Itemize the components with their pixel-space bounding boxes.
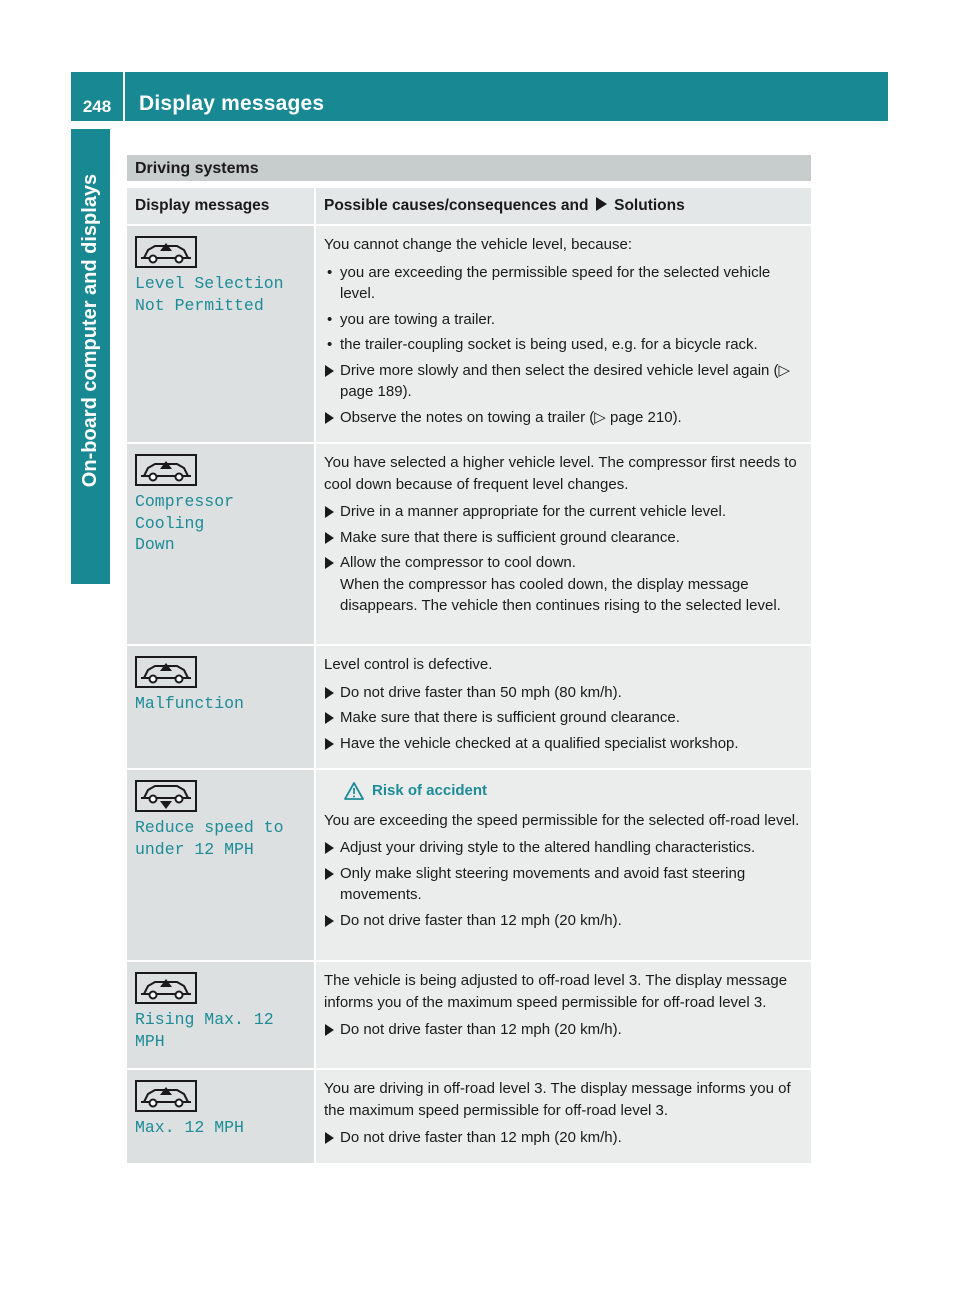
causes-solutions-cell [316, 444, 811, 646]
solution-arrow-icon [596, 197, 607, 211]
cause-text: You cannot change the vehicle level, because: [324, 236, 633, 253]
list-item: • you are exceeding the permissible speed for the selected vehicle level. [324, 262, 805, 305]
solution-step-text: Allow the compressor to cool down. [340, 554, 576, 571]
display-message-cell [127, 646, 316, 770]
display-messages-table [127, 188, 811, 1165]
solution-step-text: Make sure that there is sufficient ground clearance. [340, 709, 680, 726]
step-arrow-icon [325, 712, 334, 724]
step-arrow-icon [325, 506, 334, 518]
display-message-text: Down [135, 535, 175, 554]
list-item: • the trailer-coupling socket is being used, e.g. for a bicycle rack. [324, 334, 805, 356]
display-message-text: under 12 MPH [135, 839, 254, 859]
solution-step [324, 527, 805, 549]
table-row [127, 962, 811, 1070]
solution-step [324, 407, 805, 429]
table-row [127, 226, 811, 444]
causes-solutions-cell [316, 1070, 811, 1165]
solution-step [324, 682, 805, 704]
display-message-text: Reduce speed to [135, 818, 284, 837]
column-header-causes-solutions [316, 188, 811, 226]
display-message-cell [127, 770, 316, 962]
step-arrow-icon [325, 915, 334, 927]
cause-text: The vehicle is being adjusted to off-road level 3. The display message informs you of the maximum speed permissible for off-road level 3. [324, 972, 788, 1011]
causes-solutions-cell [316, 770, 811, 962]
step-arrow-icon [325, 738, 334, 750]
display-message-cell [127, 1070, 316, 1165]
step-arrow-icon [325, 532, 334, 544]
page-header [71, 72, 888, 121]
solution-step [324, 707, 805, 729]
vehicle-level-up-icon [135, 236, 197, 268]
step-arrow-icon [325, 365, 334, 377]
solution-step-text: Drive in a manner appropriate for the current vehicle level. [340, 503, 727, 520]
cause-text: Level control is defective. [324, 656, 493, 673]
vehicle-level-down-icon [135, 780, 197, 812]
list-item: • you are towing a trailer. [324, 309, 805, 331]
solution-followup-text: When the compressor has cooled down, the display message disappears. The vehicle then continues rising to the selected level. [340, 575, 781, 614]
solution-step-text: Only make slight steering movements and avoid fast steering movements. [340, 864, 746, 903]
causes-solutions-cell [316, 226, 811, 444]
vehicle-level-up-icon [135, 1080, 197, 1112]
causes-solutions-cell [316, 962, 811, 1070]
column-header-display-messages: Display messages [127, 188, 316, 226]
table-row [127, 444, 811, 646]
causes-solutions-cell [316, 646, 811, 770]
display-message-text: Not Permitted [135, 295, 264, 315]
solution-step [324, 1019, 805, 1041]
solution-step-text: Do not drive faster than 50 mph (80 km/h). [340, 683, 622, 701]
column-header-causes: Possible causes/consequences and [324, 197, 589, 214]
solution-step [324, 733, 805, 755]
solution-step-text: Drive more slowly and then select the desired vehicle level again (▷ page 189). [340, 361, 791, 400]
display-message-text: Max. 12 MPH [135, 1118, 244, 1137]
step-arrow-icon [325, 557, 334, 569]
cause-text: You are exceeding the speed permissible for the selected off-road level. [324, 811, 800, 829]
solution-step [324, 501, 805, 523]
step-arrow-icon [325, 687, 334, 699]
step-arrow-icon [325, 842, 334, 854]
solution-step [324, 910, 805, 932]
warning-notice [344, 780, 805, 802]
cause-text: You have selected a higher vehicle level. The compressor first needs to cool down because of frequent level changes. [324, 454, 797, 493]
chapter-side-tab [71, 129, 110, 584]
solution-step [324, 837, 805, 859]
display-message-cell [127, 226, 316, 444]
step-arrow-icon [325, 1024, 334, 1036]
display-message-cell [127, 962, 316, 1070]
solution-step-text: Have the vehicle checked at a qualified specialist workshop. [340, 734, 739, 752]
vehicle-level-up-icon [135, 454, 197, 486]
page-number: 248 [71, 72, 125, 121]
solution-step [324, 863, 805, 906]
solution-step [324, 552, 805, 617]
warning-title: Risk of accident [372, 782, 488, 799]
step-arrow-icon [325, 412, 334, 424]
solution-step-text: Observe the notes on towing a trailer (▷ page 210). [340, 408, 682, 426]
solution-step [324, 1127, 805, 1149]
table-header-row [127, 188, 811, 226]
vehicle-level-up-icon [135, 972, 197, 1004]
step-arrow-icon [325, 868, 334, 880]
solution-step-text: Adjust your driving style to the altered handling characteristics. [340, 839, 756, 856]
display-message-text: Rising Max. 12 MPH [135, 1010, 274, 1051]
table-row [127, 1070, 811, 1165]
solution-step-text: Do not drive faster than 12 mph (20 km/h). [340, 1021, 622, 1038]
page-title: Display messages [139, 92, 325, 115]
warning-triangle-icon [344, 782, 364, 800]
display-message-text: Malfunction [135, 694, 244, 713]
section-title: Driving systems [127, 155, 811, 181]
table-row [127, 646, 811, 770]
solution-step-text: Make sure that there is sufficient ground clearance. [340, 528, 680, 546]
column-header-solutions: Solutions [614, 197, 685, 214]
step-arrow-icon [325, 1132, 334, 1144]
solution-step-text: Do not drive faster than 12 mph (20 km/h). [340, 911, 622, 929]
display-message-cell [127, 444, 316, 646]
display-message-text: Compressor Cooling [135, 492, 235, 533]
solution-step-text: Do not drive faster than 12 mph (20 km/h). [340, 1129, 622, 1146]
chapter-label: On-board computer and displays [79, 173, 102, 487]
solution-step [324, 360, 805, 403]
table-row [127, 770, 811, 962]
cause-text: You are driving in off-road level 3. The display message informs you of the maximum speed permissible for off-road level 3. [324, 1080, 791, 1119]
display-message-text: Level Selection [135, 274, 284, 293]
vehicle-level-up-icon [135, 656, 197, 688]
